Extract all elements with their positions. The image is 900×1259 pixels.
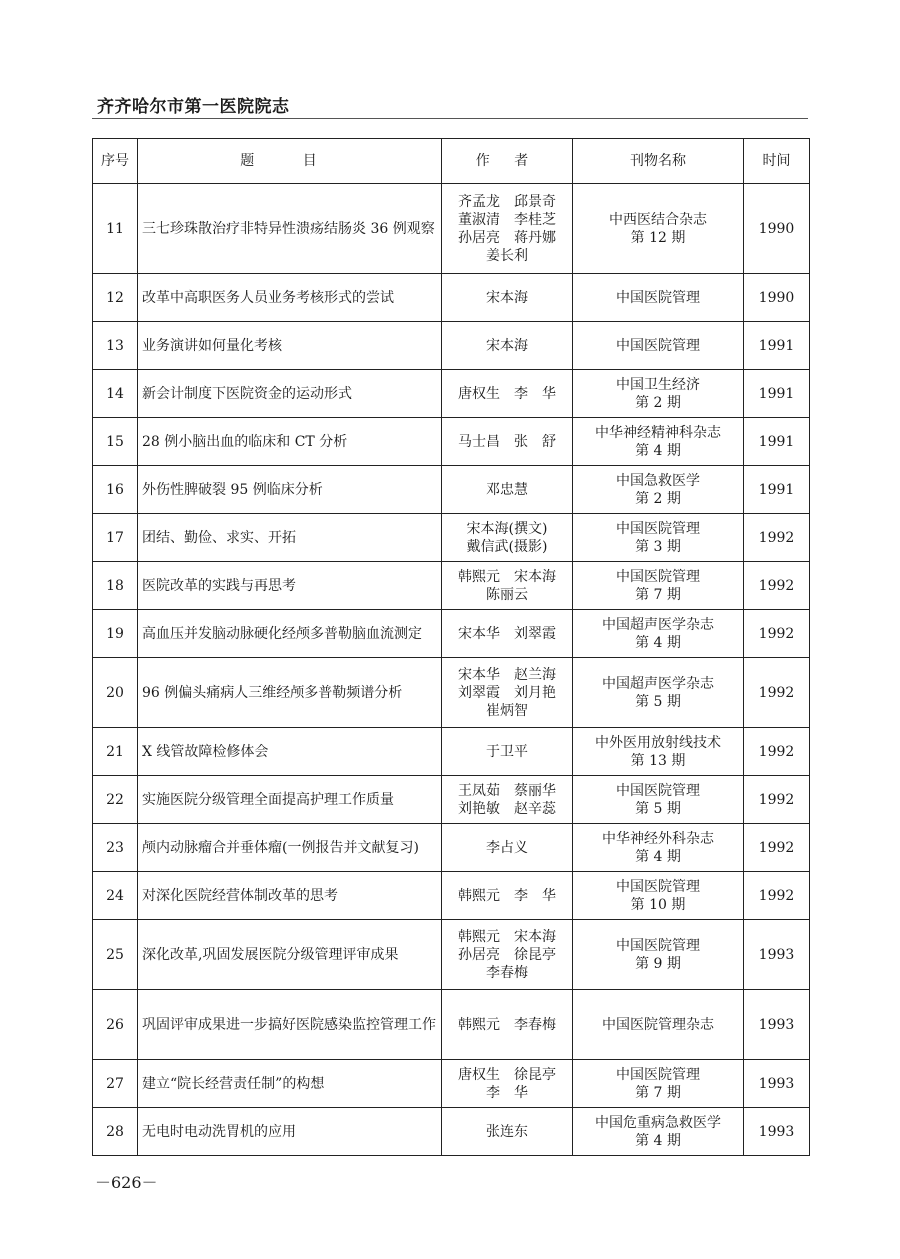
table-body — [93, 184, 810, 1156]
journal-line: 第 7 期 — [635, 586, 681, 603]
journal-line: 第 4 期 — [635, 848, 681, 865]
author-line: 韩熙元 宋本海 — [458, 568, 556, 585]
journal-cell — [573, 184, 744, 274]
table-row — [93, 990, 810, 1060]
serial-cell: 21 — [93, 728, 138, 776]
author-line: 董淑清 李桂芝 — [458, 211, 556, 228]
publications-table — [92, 138, 810, 1156]
serial-cell: 25 — [93, 920, 138, 990]
authors-cell — [442, 658, 573, 728]
author-line: 邓忠慧 — [486, 481, 528, 498]
year-cell: 1992 — [744, 514, 810, 562]
author-line: 李占义 — [486, 839, 528, 856]
author-line: 齐孟龙 邱景奇 — [458, 193, 556, 210]
title-cell: 业务演讲如何量化考核 — [138, 322, 442, 370]
serial-cell: 20 — [93, 658, 138, 728]
title-cell: 三七珍珠散治疗非特异性溃疡结肠炎 36 例观察 — [138, 184, 442, 274]
year-cell: 1993 — [744, 920, 810, 990]
journal-line: 中华神经精神科杂志 — [595, 424, 721, 441]
journal-line: 第 2 期 — [635, 394, 681, 411]
journal-line: 中外医用放射线技术 — [595, 734, 721, 751]
year-cell: 1990 — [744, 274, 810, 322]
authors-cell — [442, 1108, 573, 1156]
header-serial: 序号 — [93, 139, 138, 184]
table-row — [93, 824, 810, 872]
authors-cell — [442, 728, 573, 776]
author-line: 宋本华 刘翠霞 — [458, 625, 556, 642]
title-cell: 实施医院分级管理全面提高护理工作质量 — [138, 776, 442, 824]
serial-cell: 16 — [93, 466, 138, 514]
author-line: 刘翠霞 刘月艳 — [458, 684, 556, 701]
serial-cell: 24 — [93, 872, 138, 920]
journal-cell — [573, 728, 744, 776]
year-cell: 1992 — [744, 776, 810, 824]
title-cell: 新会计制度下医院资金的运动形式 — [138, 370, 442, 418]
year-cell: 1992 — [744, 658, 810, 728]
journal-cell — [573, 1108, 744, 1156]
year-cell: 1992 — [744, 872, 810, 920]
author-line: 唐权生 徐昆亭 — [458, 1066, 556, 1083]
author-line: 崔炳智 — [486, 702, 528, 719]
header-rule — [92, 118, 808, 119]
title-cell: 团结、勤俭、求实、开拓 — [138, 514, 442, 562]
journal-cell — [573, 274, 744, 322]
title-cell: 对深化医院经营体制改革的思考 — [138, 872, 442, 920]
serial-cell: 12 — [93, 274, 138, 322]
author-line: 张连东 — [486, 1123, 528, 1140]
author-line: 刘艳敏 赵辛蕊 — [458, 800, 556, 817]
authors-cell — [442, 370, 573, 418]
title-cell: 建立“院长经营责任制”的构想 — [138, 1060, 442, 1108]
journal-line: 第 5 期 — [635, 800, 681, 817]
journal-line: 中国危重病急救医学 — [595, 1114, 721, 1131]
journal-line: 第 4 期 — [635, 1132, 681, 1149]
journal-line: 中国医院管理 — [616, 520, 700, 537]
header-author: 作 者 — [442, 139, 573, 184]
journal-cell — [573, 824, 744, 872]
journal-cell — [573, 322, 744, 370]
authors-cell — [442, 824, 573, 872]
table-row — [93, 514, 810, 562]
table-row — [93, 1108, 810, 1156]
authors-cell — [442, 872, 573, 920]
authors-cell — [442, 418, 573, 466]
serial-cell: 17 — [93, 514, 138, 562]
title-cell: 深化改革,巩固发展医院分级管理评审成果 — [138, 920, 442, 990]
journal-line: 中国医院管理 — [616, 289, 700, 306]
table-row — [93, 466, 810, 514]
year-cell: 1990 — [744, 184, 810, 274]
table-row — [93, 610, 810, 658]
journal-cell — [573, 610, 744, 658]
journal-line: 中国医院管理 — [616, 337, 700, 354]
title-cell: 无电时电动洗胃机的应用 — [138, 1108, 442, 1156]
journal-line: 第 4 期 — [635, 442, 681, 459]
journal-line: 中华神经外科杂志 — [602, 830, 714, 847]
journal-cell — [573, 370, 744, 418]
title-cell: 巩固评审成果进一步搞好医院感染监控管理工作 — [138, 990, 442, 1060]
table-row — [93, 322, 810, 370]
table-row — [93, 1060, 810, 1108]
journal-line: 中国医院管理 — [616, 782, 700, 799]
page-number: －626－ — [95, 1173, 158, 1192]
year-cell: 1991 — [744, 418, 810, 466]
title-cell: 外伤性脾破裂 95 例临床分析 — [138, 466, 442, 514]
journal-line: 中国卫生经济 — [616, 376, 700, 393]
authors-cell — [442, 184, 573, 274]
table-row — [93, 370, 810, 418]
table-row — [93, 418, 810, 466]
serial-cell: 13 — [93, 322, 138, 370]
authors-cell — [442, 990, 573, 1060]
authors-cell — [442, 322, 573, 370]
author-line: 宋本海(撰文) — [466, 520, 548, 537]
author-line: 韩熙元 李 华 — [458, 887, 556, 904]
journal-line: 第 5 期 — [635, 693, 681, 710]
serial-cell: 19 — [93, 610, 138, 658]
authors-cell — [442, 466, 573, 514]
table-row — [93, 274, 810, 322]
title-cell: 96 例偏头痛病人三维经颅多普勒频谱分析 — [138, 658, 442, 728]
table-header-row — [93, 139, 810, 184]
journal-cell — [573, 872, 744, 920]
header-journal: 刊物名称 — [573, 139, 744, 184]
journal-line: 中国医院管理 — [616, 568, 700, 585]
title-cell: 高血压并发脑动脉硬化经颅多普勒脑血流测定 — [138, 610, 442, 658]
author-line: 戴信武(摄影) — [466, 538, 548, 555]
year-cell: 1992 — [744, 728, 810, 776]
journal-cell — [573, 514, 744, 562]
author-line: 宋本海 — [486, 337, 528, 354]
author-line: 姜长利 — [486, 247, 528, 264]
year-cell: 1993 — [744, 990, 810, 1060]
serial-cell: 14 — [93, 370, 138, 418]
table-row — [93, 776, 810, 824]
year-cell: 1991 — [744, 322, 810, 370]
journal-line: 中国医院管理 — [616, 1066, 700, 1083]
table-row — [93, 184, 810, 274]
serial-cell: 11 — [93, 184, 138, 274]
journal-line: 中西医结合杂志 — [609, 211, 707, 228]
author-line: 陈丽云 — [486, 586, 528, 603]
journal-line: 中国医院管理 — [616, 937, 700, 954]
author-line: 宋本华 赵兰海 — [458, 666, 556, 683]
table-row — [93, 872, 810, 920]
serial-cell: 26 — [93, 990, 138, 1060]
journal-line: 中国超声医学杂志 — [602, 616, 714, 633]
authors-cell — [442, 274, 573, 322]
journal-line: 第 10 期 — [630, 896, 686, 913]
author-line: 韩熙元 李春梅 — [458, 1016, 556, 1033]
authors-cell — [442, 920, 573, 990]
table-row — [93, 920, 810, 990]
journal-line: 第 2 期 — [635, 490, 681, 507]
year-cell: 1991 — [744, 466, 810, 514]
journal-cell — [573, 990, 744, 1060]
authors-cell — [442, 514, 573, 562]
author-line: 王凤茹 蔡丽华 — [458, 782, 556, 799]
author-line: 李春梅 — [486, 964, 528, 981]
table-row — [93, 562, 810, 610]
journal-line: 中国超声医学杂志 — [602, 675, 714, 692]
journal-line: 中国急救医学 — [616, 472, 700, 489]
journal-line: 中国医院管理 — [616, 878, 700, 895]
table-row — [93, 658, 810, 728]
journal-cell — [573, 658, 744, 728]
serial-cell: 18 — [93, 562, 138, 610]
author-line: 李 华 — [486, 1084, 528, 1101]
title-cell: 颅内动脉瘤合并垂体瘤(一例报告并文献复习) — [138, 824, 442, 872]
authors-cell — [442, 610, 573, 658]
author-line: 于卫平 — [486, 743, 528, 760]
title-cell: X 线管故障检修体会 — [138, 728, 442, 776]
journal-line: 第 4 期 — [635, 634, 681, 651]
journal-line: 第 12 期 — [630, 229, 686, 246]
journal-line: 第 3 期 — [635, 538, 681, 555]
journal-cell — [573, 1060, 744, 1108]
serial-cell: 27 — [93, 1060, 138, 1108]
journal-cell — [573, 562, 744, 610]
authors-cell — [442, 562, 573, 610]
title-cell: 28 例小脑出血的临床和 CT 分析 — [138, 418, 442, 466]
author-line: 马士昌 张 舒 — [458, 433, 556, 450]
header-title: 题 目 — [138, 139, 442, 184]
author-line: 韩熙元 宋本海 — [458, 928, 556, 945]
author-line: 孙居亮 徐昆亭 — [458, 946, 556, 963]
journal-line: 中国医院管理杂志 — [602, 1016, 714, 1033]
author-line: 孙居亮 蒋丹娜 — [458, 229, 556, 246]
year-cell: 1993 — [744, 1060, 810, 1108]
book-title: 齐齐哈尔市第一医院院志 — [97, 97, 290, 117]
year-cell: 1992 — [744, 610, 810, 658]
author-line: 唐权生 李 华 — [458, 385, 556, 402]
authors-cell — [442, 1060, 573, 1108]
journal-cell — [573, 418, 744, 466]
serial-cell: 28 — [93, 1108, 138, 1156]
year-cell: 1991 — [744, 370, 810, 418]
title-cell: 改革中高职医务人员业务考核形式的尝试 — [138, 274, 442, 322]
serial-cell: 15 — [93, 418, 138, 466]
year-cell: 1992 — [744, 562, 810, 610]
table-row — [93, 728, 810, 776]
serial-cell: 23 — [93, 824, 138, 872]
authors-cell — [442, 776, 573, 824]
title-cell: 医院改革的实践与再思考 — [138, 562, 442, 610]
author-line: 宋本海 — [486, 289, 528, 306]
journal-line: 第 13 期 — [630, 752, 686, 769]
year-cell: 1992 — [744, 824, 810, 872]
journal-cell — [573, 776, 744, 824]
journal-line: 第 9 期 — [635, 955, 681, 972]
journal-cell — [573, 920, 744, 990]
serial-cell: 22 — [93, 776, 138, 824]
year-cell: 1993 — [744, 1108, 810, 1156]
journal-cell — [573, 466, 744, 514]
journal-line: 第 7 期 — [635, 1084, 681, 1101]
header-year: 时间 — [744, 139, 810, 184]
